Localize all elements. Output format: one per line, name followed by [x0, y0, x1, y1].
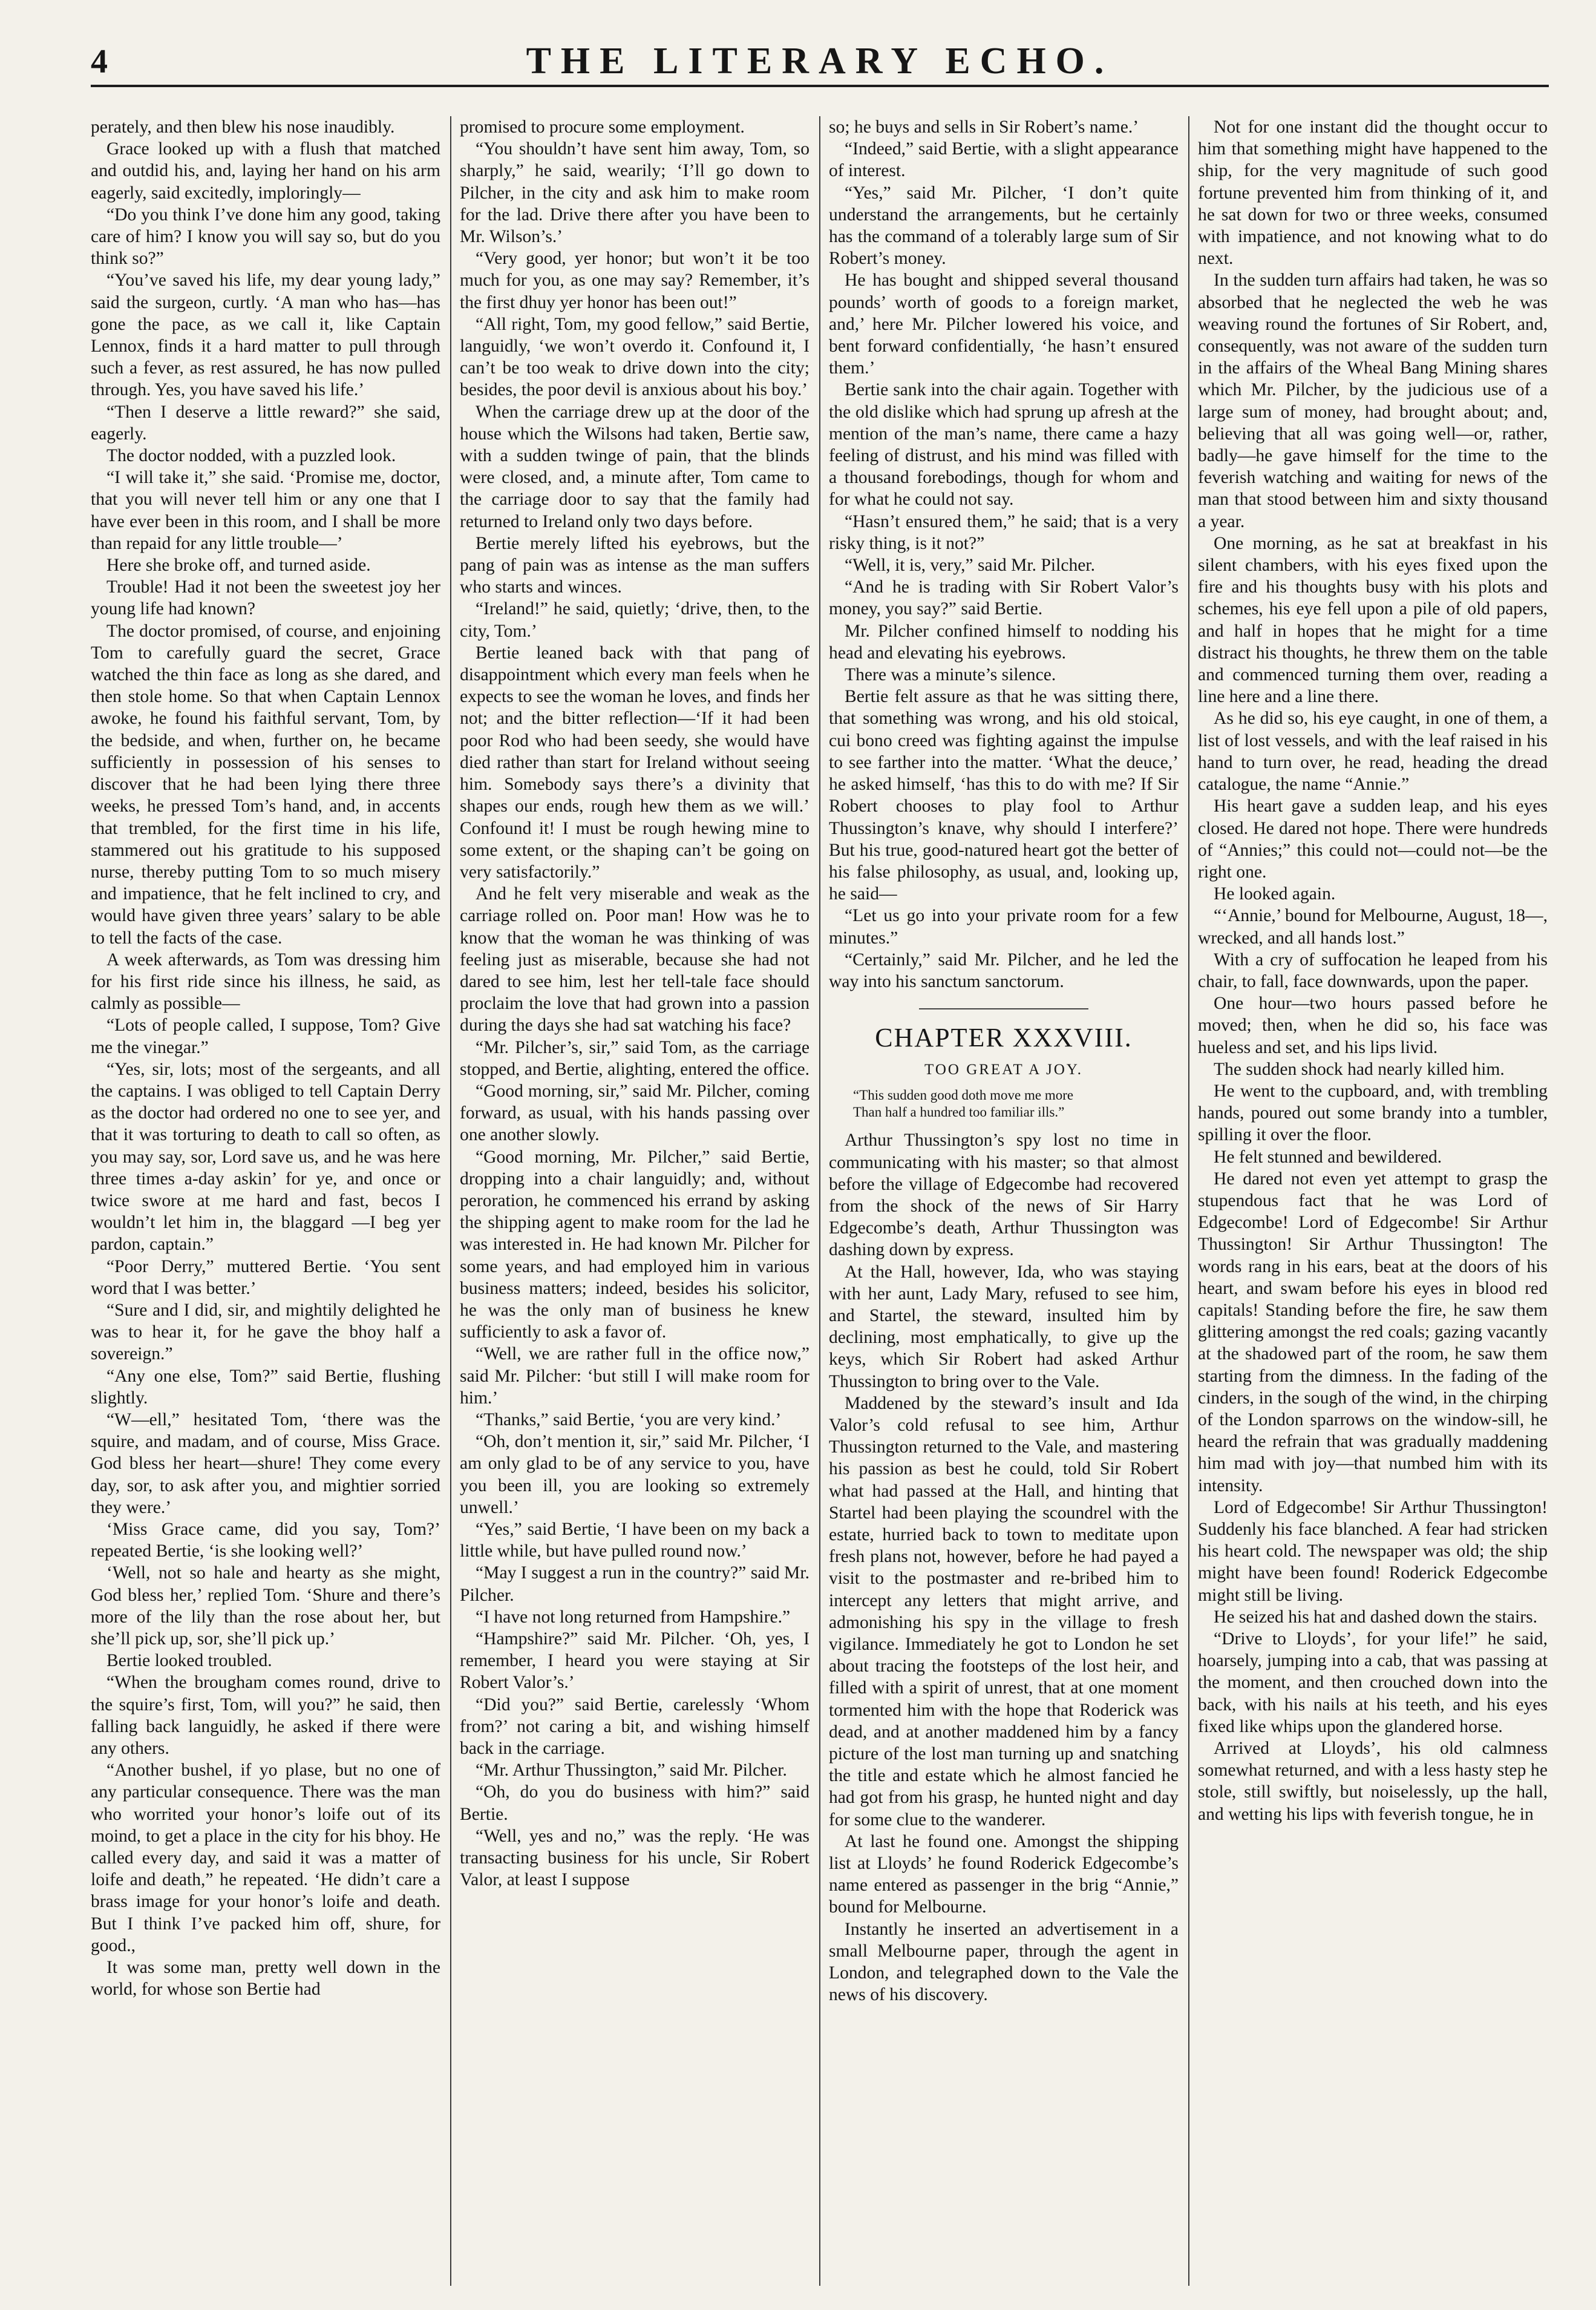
paragraph: “Sure and I did, sir, and mightily delighted he was to hear it, for he gave the bhoy half a sovereign.”: [91, 1300, 440, 1364]
paragraph: Arthur Thussington’s spy lost no time in communicating with his master; so that almost before the village of Edgecombe had recovered from the shock of the news of Sir Harry Edgecombe’s death, Arthur Thussington was dashing down by express.: [829, 1130, 1179, 1260]
paragraph: Lord of Edgecombe! Sir Arthur Thussington! Suddenly his face blanched. A fear had stricken his heart cold. The newspaper was old; the ship might have been found! Roderick Edgecombe might still be living.: [1198, 1497, 1548, 1605]
paragraph: “Ireland!” he said, quietly; ‘drive, then, to the city, Tom.’: [460, 599, 809, 641]
paragraph: “Another bushel, if yo plase, but no one of any particular consequence. There was the man who worrited your honor’s loife out of its moind, to get a place in the city for his bhoy. He called every day, and said it was a matter of loife and death,” he repeated. ‘He didn’t care a brass image for your honor’s loife and death. But I think I’ve packed him off, shure, for good.,: [91, 1760, 440, 1955]
column-rule: [450, 116, 451, 2286]
chapter-epigraph: [829, 1087, 1179, 1121]
paragraph: “Good morning, sir,” said Mr. Pilcher, coming forward, as usual, with his hands passing over one another slowly.: [460, 1081, 809, 1145]
paragraph: Bertie felt assure as that he was sitting there, that something was wrong, and his old stoical, cui bono creed was fighting against the impulse to see farther into the matter. ‘What the deuce,’ he asked himself, ‘has this to do with me? If Sir Robert chooses to play fool to Arthur Thussington’s knave, why should I interfere?’ But his true, good-natured heart got the better of his false philosophy, as usual, and, looking up, he said—: [829, 687, 1179, 904]
paragraph: One morning, as he sat at breakfast in his silent chambers, with his eyes fixed upon the fire and his thoughts busy with his plots and schemes, his eye fell upon a pile of old papers, and half in hopes that he might for a time distract his thoughts, he threw them on the table and commenced turning them over, reading a line here and a line there.: [1198, 533, 1548, 707]
paragraph: He went to the cupboard, and, with trembling hands, poured out some brandy into a tumbler, spilling it over the floor.: [1198, 1081, 1548, 1145]
paragraph: Arrived at Lloyds’, his old calmness somewhat returned, and with a less hasty step he stole, still swiftly, but noiselessly, up the hall, and wetting his lips with feverish tongue, he in: [1198, 1739, 1548, 1824]
paragraph: “Certainly,” said Mr. Pilcher, and he led the way into his sanctum sanctorum.: [829, 950, 1179, 991]
paragraph: He seized his hat and dashed down the stairs.: [1214, 1607, 1538, 1627]
paragraph: When the carriage drew up at the door of the house which the Wilsons had taken, Bertie saw, with a sudden twinge of pain, that the blinds were closed, and, a minute after, Tom came to the carriage door to say that the family had returned to Ireland only two days before.: [460, 402, 809, 531]
column-3: [829, 116, 1179, 2286]
paragraph: so; he buys and sells in Sir Robert’s name.’: [829, 117, 1139, 137]
masthead-title: THE LITERARY ECHO.: [526, 41, 1114, 82]
paragraph: “Poor Derry,” muttered Bertie. ‘You sent word that I was better.’: [91, 1256, 440, 1298]
text-columns: [91, 116, 1549, 2289]
column-2: [460, 116, 809, 2286]
paragraph: The doctor promised, of course, and enjoining Tom to carefully guard the secret, Grace watched the thin face as long as she dared, and then stole home. So that when Captain Lennox awoke, he found his faithful servant, Tom, by the bedside, and when, further on, he became sufficiently in possession of his senses to discover that he had been lying there three weeks, he pressed Tom’s hand, and, in accents that trembled, for the first time in his life, stammered out his gratitude to his supposed nurse, thereby putting Tom to so much misery and impatience, that he felt inclined to cry, and would have given three years’ salary to be able to tell the facts of the case.: [91, 621, 440, 948]
paragraph: “When the brougham comes round, drive to the squire’s first, Tom, will you?” he said, then falling back languidly, he asked if there were any others.: [91, 1673, 440, 1759]
paragraph: And he felt very miserable and weak as the carriage rolled on. Poor man! How was he to know that the woman he was thinking of was feeling just as miserable, because she had not dared to see him, lest her tell-tale face should proclaim the love that had grown into a passion during the days she had sat watching his face?: [460, 884, 809, 1035]
paragraph: “Good morning, Mr. Pilcher,” said Bertie, dropping into a chair languidly; and, without peroration, he commenced his errand by asking the shipping agent to make room for the lad he was interested in. He had known Mr. Pilcher for some years, and had employed him in various business matters; indeed, besides his solicitor, he was the only man of business he knew sufficiently to ask a favor of.: [460, 1147, 809, 1342]
paragraph: “Mr. Pilcher’s, sir,” said Tom, as the carriage stopped, and Bertie, alighting, entered the office.: [460, 1037, 809, 1079]
paragraph: He looked again.: [1214, 884, 1336, 904]
paragraph: “Oh, do you do business with him?” said Bertie.: [460, 1782, 809, 1824]
page-header: [91, 31, 1549, 87]
paragraph: “Mr. Arthur Thussington,” said Mr. Pilcher.: [476, 1760, 787, 1780]
paragraph: “Then I deserve a little reward?” she said, eagerly.: [91, 402, 440, 444]
paragraph: Trouble! Had it not been the sweetest joy her young life had known?: [91, 577, 440, 619]
paragraph: He dared not even yet attempt to grasp the stupendous fact that he was Lord of Edgecombe! Lord of Edgecombe! Sir Arthur Thussington! Sir Arthur Thussington! The words rang in his ears, beat at the doors of his heart, and swam before his eyes in blood red capitals! Standing before the fire, he saw them glittering amongst the red coals; gazing vacantly at the shadowed part of the room, he saw them starting from the dimness. In the fading of the cinders, in the sough of the wind, in the chirping of the London sparrows on the window-sill, he heard the refrain that was gradually maddening him mad with joy—that numbed him with its intensity.: [1198, 1169, 1548, 1495]
epigraph-line: Than half a hundred too familiar ills.”: [853, 1104, 1065, 1120]
paragraph: “And he is trading with Sir Robert Valor’s money, you say?” said Bertie.: [829, 577, 1179, 619]
paragraph: There was a minute’s silence.: [845, 665, 1056, 685]
paragraph: “I will take it,” she said. ‘Promise me, doctor, that you will never tell him or any one that I have ever been in this room, and I shall be more than repaid for any little trouble—’: [91, 468, 440, 553]
paragraph: Not for one instant did the thought occur to him that something might have happened to the ship, for the very magnitude of such good fortune prevented him from thinking of it, and he sat down for two or three weeks, consumed with impatience, and not knowing what to do next.: [1198, 117, 1548, 269]
paragraph: As he did so, his eye caught, in one of them, a list of lost vessels, and with the leaf raised in his hand to turn over, he read, heading the dread catalogue, the name “Annie.”: [1198, 709, 1548, 795]
paragraph: “Do you think I’ve done him any good, taking care of him? I know you will say so, but do you think so?”: [91, 205, 440, 269]
paragraph: Bertie leaned back with that pang of disappointment which every man feels when he expects to see the woman he loves, and finds her not; and the bitter reflection—‘If it had been poor Rod who had been seedy, she would have died rather than start for Ireland without seeing him. Somebody says there’s a divinity that shapes our ends, rough hew them as we will.’ Confound it! I must be rough hewing mine to some extent, or the shaping can’t be going on very satisfactorily.”: [460, 643, 809, 882]
paragraph: Mr. Pilcher confined himself to nodding his head and elevating his eyebrows.: [829, 621, 1179, 663]
paragraph: “Oh, don’t mention it, sir,” said Mr. Pilcher, ‘I am only glad to be of any service to you, have you been ill, you are looking so extremely unwell.’: [460, 1432, 809, 1517]
paragraph: “Did you?” said Bertie, carelessly ‘Whom from?’ not caring a bit, and wishing himself back in the carriage.: [460, 1695, 809, 1759]
section-divider: [919, 1008, 1088, 1009]
paragraph: ‘Well, not so hale and hearty as she might, God bless her,’ replied Tom. ‘Shure and there’s more of the lily than the rose about her, but she’ll pick up, sor, she’ll pick up.’: [91, 1563, 440, 1649]
paragraph: “I have not long returned from Hampshire.”: [476, 1607, 791, 1627]
column-rule: [1188, 116, 1189, 2286]
paragraph: At last he found one. Amongst the shipping list at Lloyds’ he found Roderick Edgecombe’s name entered as passenger in the brig “Annie,” bound for Melbourne.: [829, 1831, 1179, 1917]
paragraph: In the sudden turn affairs had taken, he was so absorbed that he neglected the web he was weaving round the fortunes of Sir Robert, and, consequently, was not aware of the sudden turn in the affairs of the Wheal Bang Mining shares which Mr. Pilcher, by the judicious use of a large sum of money, had brought about; and, believing that all was going well—or, rather, badly—he gave himself for the time to the feverish watching and waiting for news of the man that stood between him and sixty thousand a year.: [1198, 271, 1548, 531]
page-number: 4: [91, 43, 108, 80]
column-1: [91, 116, 440, 2286]
chapter-subtitle: TOO GREAT A JOY.: [924, 1061, 1083, 1078]
paragraph: Bertie looked troubled.: [106, 1651, 272, 1671]
column-4: [1198, 116, 1548, 2286]
paragraph: He has bought and shipped several thousand pounds’ worth of goods to a foreign market, and,’ here Mr. Pilcher lowered his voice, and bent forward confidentially, ‘he hasn’t ensured them.’: [829, 271, 1179, 378]
paragraph: “‘Annie,’ bound for Melbourne, August, 18—, wrecked, and all hands lost.”: [1198, 906, 1548, 948]
paragraph: “Yes,” said Bertie, ‘I have been on my back a little while, but have pulled round now.’: [460, 1520, 809, 1561]
paragraph: One hour—two hours passed before he moved; then, when he did so, his face was hueless and set, and his lips livid.: [1198, 994, 1548, 1057]
paragraph: “Thanks,” said Bertie, ‘you are very kind.’: [476, 1409, 782, 1429]
paragraph: A week afterwards, as Tom was dressing him for his first ride since his illness, he said, as calmly as possible—: [91, 950, 440, 1014]
paragraph: “You’ve saved his life, my dear young lady,” said the surgeon, curtly. ‘A man who has—has gone the pace, as we call it, like Captain Lennox, finds it a hard matter to pull through such a fever, as rest assured, he has now pulled through. Yes, you have saved his life.’: [91, 271, 440, 400]
column-rule: [819, 116, 820, 2286]
paragraph: “W—ell,” hesitated Tom, ‘there was the squire, and madam, and of course, Miss Grace. God bless her heart—shure! They come every day, sor, to ask after you, and mightier sorried they were.’: [91, 1409, 440, 1517]
paragraph: His heart gave a sudden leap, and his eyes closed. He dared not hope. There were hundreds of “Annies;” this could not—could not—be the right one.: [1198, 796, 1548, 882]
header-rule: [91, 85, 1549, 87]
paragraph: “Drive to Lloyds’, for your life!” he said, hoarsely, jumping into a cab, that was passing at the moment, and then crouched down into the back, with his nails at his teeth, and his eyes fixed like whips upon the glandered horse.: [1198, 1629, 1548, 1736]
paragraph: Here she broke off, and turned aside.: [106, 556, 371, 576]
paragraph: “Well, it is, very,” said Mr. Pilcher.: [845, 556, 1096, 576]
paragraph: Grace looked up with a flush that matched and outdid his, and, laying her hand on his arm eagerly, said excitedly, imploringly—: [91, 139, 440, 203]
paragraph: Bertie sank into the chair again. Together with the old dislike which had sprung up afresh at the mention of the man’s name, there came a hazy feeling of distrust, and his mind was filled with a thousand forebodings, though for whom and for what he could not say.: [829, 380, 1179, 510]
paragraph: “Let us go into your private room for a few minutes.”: [829, 906, 1179, 948]
paragraph: “Any one else, Tom?” said Bertie, flushing slightly.: [91, 1366, 440, 1408]
paragraph: Maddened by the steward’s insult and Ida Valor’s cold refusal to see him, Arthur Thussington returned to the Vale, and mastering his passion as best he could, told Sir Robert what had passed at the Hall, and hinting that Startel had been playing the scoundrel with the estate, hurried back to town to meditate upon fresh plans not, however, before he had payed a visit to the postmaster and re-bribed him to intercept any letters that might arrive, and admonishing his spy in the village to fresh vigilance. Immediately he got to London he set about tracing the footsteps of the lost heir, and filled with a spirit of unrest, that at one moment tormented him with the hope that Roderick was dead, and at another maddened him by a fancy picture of the lost man turning up and snatching the title and estate which he almost fancied he had got from his grasp, he hunted night and day for some clue to the wanderer.: [829, 1393, 1179, 1829]
paragraph: It was some man, pretty well down in the world, for whose son Bertie had: [91, 1958, 440, 2000]
paragraph: “You shouldn’t have sent him away, Tom, so sharply,” he said, wearily; ‘I’ll go down to Pilcher, in the city and ask him to make room for the lad. Drive there after you have been to Mr. Wilson’s.’: [460, 139, 809, 247]
paragraph: “Yes,” said Mr. Pilcher, ‘I don’t quite understand the arrangements, but he certainly has the command of a tolerably large sum of Sir Robert’s money.: [829, 183, 1179, 269]
paragraph: At the Hall, however, Ida, who was staying with her aunt, Lady Mary, refused to see him, and Startel, the steward, insulted him by declining, most emphatically, to give up the keys, which Sir Robert had asked Arthur Thussington to bring over to the Vale.: [829, 1262, 1179, 1391]
paragraph: “Lots of people called, I suppose, Tom? Give me the vinegar.”: [91, 1016, 440, 1057]
epigraph-line: “This sudden good doth move me more: [853, 1088, 1074, 1103]
paragraph: “Indeed,” said Bertie, with a slight appearance of interest.: [829, 139, 1179, 181]
paragraph: He felt stunned and bewildered.: [1214, 1147, 1442, 1167]
paragraph: “Very good, yer honor; but won’t it be too much for you, as one may say? Remember, it’s the first dhuy yer honor has been out!”: [460, 249, 809, 312]
paragraph: “Well, we are rather full in the office now,” said Mr. Pilcher: ‘but still I will make room for him.’: [460, 1344, 809, 1408]
paragraph: Instantly he inserted an advertisement in a small Melbourne paper, through the agent in London, and telegraphed down to the Vale the news of his discovery.: [829, 1919, 1179, 2005]
paragraph: Bertie merely lifted his eyebrows, but the pang of pain was as intense as the man suffers who starts and winces.: [460, 533, 809, 597]
paragraph: “Hasn’t ensured them,” he said; that is a very risky thing, is it not?”: [829, 511, 1179, 553]
paragraph: “Well, yes and no,” was the reply. ‘He was transacting business for his uncle, Sir Robert Valor, at least I suppose: [460, 1826, 809, 1890]
paragraph: The doctor nodded, with a puzzled look.: [106, 446, 396, 466]
paragraph: promised to procure some employment.: [460, 117, 745, 137]
paragraph: “Hampshire?” said Mr. Pilcher. ‘Oh, yes, I remember, I heard you were staying at Sir Robert Valor’s.’: [460, 1629, 809, 1693]
paragraph: “May I suggest a run in the country?” said Mr. Pilcher.: [460, 1563, 809, 1605]
paragraph: perately, and then blew his nose inaudibly.: [91, 117, 395, 137]
chapter-heading: CHAPTER XXXVIII.: [875, 1023, 1133, 1053]
paragraph: The sudden shock had nearly killed him.: [1214, 1059, 1505, 1079]
paragraph: With a cry of suffocation he leaped from his chair, to fall, face downwards, upon the paper.: [1198, 950, 1548, 991]
paragraph: “All right, Tom, my good fellow,” said Bertie, languidly, ‘we won’t overdo it. Confound it, I can’t be too weak to drive down into the city; besides, the poor devil is anxious about his boy.’: [460, 314, 809, 400]
paragraph: “Yes, sir, lots; most of the sergeants, and all the captains. I was obliged to tell Captain Derry as the doctor had ordered no one to see yer, and that it was torturing to death to call so often, as you may say, sor, Lord save us, and he was here three times a-day askin’ for ye, and once or twice swore at me hard and fast, becos I wouldn’t let him in, the blaggard —I beg yer pardon, captain.”: [91, 1059, 440, 1255]
paragraph: ‘Miss Grace came, did you say, Tom?’ repeated Bertie, ‘is she looking well?’: [91, 1520, 440, 1561]
